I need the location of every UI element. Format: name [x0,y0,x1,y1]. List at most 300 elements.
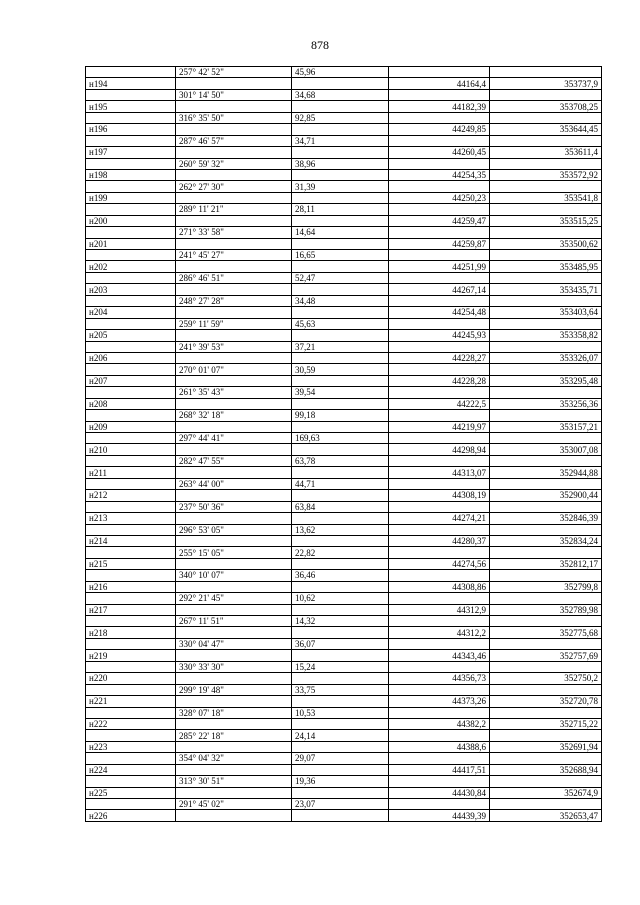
angle-cell: 301° 14' 50" [176,89,292,100]
x-coordinate-cell [389,501,490,512]
point-cell [86,593,176,604]
y-coordinate-cell [490,67,602,78]
angle-cell: 292° 21' 45" [176,593,292,604]
distance-cell [292,718,389,729]
y-coordinate-cell [490,638,602,649]
point-cell: н200 [86,215,176,226]
table-row [86,638,602,649]
angle-cell [176,513,292,524]
table-row [86,753,602,764]
y-coordinate-cell: 353611,4 [490,147,602,158]
distance-cell [292,124,389,135]
distance-cell [292,375,389,386]
angle-cell [176,627,292,638]
distance-cell: 16,65 [292,250,389,261]
y-coordinate-cell: 353326,07 [490,352,602,363]
angle-cell: 268° 32' 18" [176,410,292,421]
angle-cell [176,421,292,432]
angle-cell [176,581,292,592]
table-row [86,627,602,638]
x-coordinate-cell: 44312,2 [389,627,490,638]
y-coordinate-cell [490,410,602,421]
point-cell: н209 [86,421,176,432]
point-cell [86,730,176,741]
table-row [86,352,602,363]
table-row [86,101,602,112]
y-coordinate-cell [490,364,602,375]
point-cell: н219 [86,650,176,661]
x-coordinate-cell [389,67,490,78]
angle-cell [176,467,292,478]
table-row [86,707,602,718]
point-cell: н208 [86,398,176,409]
distance-cell [292,673,389,684]
x-coordinate-cell: 44373,26 [389,696,490,707]
x-coordinate-cell: 44313,07 [389,467,490,478]
x-coordinate-cell [389,524,490,535]
point-cell [86,250,176,261]
y-coordinate-cell [490,433,602,444]
table-row [86,421,602,432]
table-row [86,616,602,627]
y-coordinate-cell: 352757,69 [490,650,602,661]
coordinates-table-body [86,67,602,822]
x-coordinate-cell: 44388,6 [389,741,490,752]
x-coordinate-cell [389,684,490,695]
table-row [86,764,602,775]
point-cell [86,707,176,718]
angle-cell [176,604,292,615]
distance-cell [292,535,389,546]
coordinates-table [85,66,602,822]
y-coordinate-cell: 353572,92 [490,169,602,180]
point-cell: н224 [86,764,176,775]
point-cell [86,67,176,78]
distance-cell: 31,39 [292,181,389,192]
point-cell: н201 [86,238,176,249]
distance-cell [292,581,389,592]
table-row [86,284,602,295]
table-row [86,330,602,341]
point-cell [86,318,176,329]
angle-cell [176,78,292,89]
table-row [86,318,602,329]
table-row [86,307,602,318]
point-cell [86,135,176,146]
distance-cell [292,696,389,707]
distance-cell [292,787,389,798]
distance-cell: 38,96 [292,158,389,169]
y-coordinate-cell: 353435,71 [490,284,602,295]
table-row [86,444,602,455]
x-coordinate-cell: 44274,56 [389,558,490,569]
table-row [86,410,602,421]
table-row [86,718,602,729]
angle-cell [176,238,292,249]
distance-cell: 13,62 [292,524,389,535]
x-coordinate-cell: 44430,84 [389,787,490,798]
distance-cell [292,78,389,89]
table-row [86,547,602,558]
table-row [86,570,602,581]
angle-cell: 260° 59' 32" [176,158,292,169]
x-coordinate-cell: 44274,21 [389,513,490,524]
distance-cell: 37,21 [292,341,389,352]
y-coordinate-cell: 352691,94 [490,741,602,752]
distance-cell: 36,46 [292,570,389,581]
table-row [86,661,602,672]
x-coordinate-cell [389,112,490,123]
x-coordinate-cell: 44382,2 [389,718,490,729]
point-cell: н221 [86,696,176,707]
table-row [86,147,602,158]
distance-cell [292,215,389,226]
table-row [86,776,602,787]
x-coordinate-cell [389,250,490,261]
point-cell: н217 [86,604,176,615]
y-coordinate-cell [490,776,602,787]
table-row [86,364,602,375]
x-coordinate-cell: 44250,23 [389,192,490,203]
distance-cell [292,627,389,638]
x-coordinate-cell [389,433,490,444]
table-row [86,650,602,661]
y-coordinate-cell [490,661,602,672]
distance-cell: 63,78 [292,455,389,466]
x-coordinate-cell [389,707,490,718]
angle-cell: 316° 35' 50" [176,112,292,123]
angle-cell [176,718,292,729]
angle-cell: 257° 42' 52" [176,67,292,78]
angle-cell [176,810,292,821]
point-cell: н205 [86,330,176,341]
table-row [86,455,602,466]
angle-cell: 354° 04' 32" [176,753,292,764]
table-row [86,341,602,352]
page-number: 878 [311,38,329,52]
angle-cell [176,398,292,409]
distance-cell [292,421,389,432]
distance-cell [292,741,389,752]
distance-cell: 19,36 [292,776,389,787]
y-coordinate-cell [490,89,602,100]
distance-cell: 34,48 [292,295,389,306]
x-coordinate-cell: 44417,51 [389,764,490,775]
x-coordinate-cell [389,776,490,787]
y-coordinate-cell: 353295,48 [490,375,602,386]
angle-cell: 270° 01' 07" [176,364,292,375]
table-row [86,490,602,501]
point-cell [86,89,176,100]
distance-cell: 44,71 [292,478,389,489]
table-row [86,513,602,524]
x-coordinate-cell [389,753,490,764]
angle-cell [176,124,292,135]
distance-cell: 14,32 [292,616,389,627]
angle-cell [176,261,292,272]
table-row [86,78,602,89]
distance-cell: 63,84 [292,501,389,512]
table-row [86,524,602,535]
x-coordinate-cell: 44308,19 [389,490,490,501]
point-cell: н197 [86,147,176,158]
point-cell [86,387,176,398]
angle-cell [176,787,292,798]
point-cell [86,341,176,352]
x-coordinate-cell [389,181,490,192]
table-row [86,593,602,604]
x-coordinate-cell: 44249,85 [389,124,490,135]
x-coordinate-cell [389,730,490,741]
table-row [86,604,602,615]
table-row [86,124,602,135]
angle-cell: 296° 53' 05" [176,524,292,535]
y-coordinate-cell [490,250,602,261]
distance-cell [292,101,389,112]
y-coordinate-cell: 352750,2 [490,673,602,684]
angle-cell: 282° 47' 55" [176,455,292,466]
x-coordinate-cell: 44308,86 [389,581,490,592]
angle-cell: 261° 35' 43" [176,387,292,398]
angle-cell: 262° 27' 30" [176,181,292,192]
point-cell [86,524,176,535]
table-row [86,558,602,569]
distance-cell [292,352,389,363]
point-cell: н194 [86,78,176,89]
y-coordinate-cell [490,341,602,352]
y-coordinate-cell: 353737,9 [490,78,602,89]
angle-cell: 340° 10' 07" [176,570,292,581]
table-row [86,192,602,203]
y-coordinate-cell [490,204,602,215]
point-cell [86,616,176,627]
point-cell: н211 [86,467,176,478]
y-coordinate-cell: 352789,98 [490,604,602,615]
point-cell [86,799,176,810]
x-coordinate-cell [389,570,490,581]
point-cell: н215 [86,558,176,569]
distance-cell: 45,96 [292,67,389,78]
x-coordinate-cell: 44228,27 [389,352,490,363]
angle-cell [176,673,292,684]
angle-cell [176,375,292,386]
angle-cell [176,741,292,752]
distance-cell: 169,63 [292,433,389,444]
table-row [86,467,602,478]
angle-cell: 263° 44' 00" [176,478,292,489]
angle-cell [176,558,292,569]
x-coordinate-cell: 44259,87 [389,238,490,249]
point-cell: н199 [86,192,176,203]
angle-cell: 313° 30' 51" [176,776,292,787]
table-row [86,272,602,283]
y-coordinate-cell [490,707,602,718]
y-coordinate-cell: 353541,8 [490,192,602,203]
x-coordinate-cell [389,799,490,810]
distance-cell: 28,11 [292,204,389,215]
point-cell [86,433,176,444]
y-coordinate-cell [490,181,602,192]
x-coordinate-cell: 44228,28 [389,375,490,386]
angle-cell: 285° 22' 18" [176,730,292,741]
distance-cell [292,604,389,615]
angle-cell: 241° 39' 53" [176,341,292,352]
angle-cell [176,330,292,341]
table-row [86,696,602,707]
table-row [86,295,602,306]
x-coordinate-cell [389,638,490,649]
point-cell [86,570,176,581]
distance-cell: 23,07 [292,799,389,810]
y-coordinate-cell [490,295,602,306]
x-coordinate-cell [389,318,490,329]
y-coordinate-cell: 353256,36 [490,398,602,409]
y-coordinate-cell [490,799,602,810]
x-coordinate-cell [389,661,490,672]
table-row [86,227,602,238]
distance-cell: 45,63 [292,318,389,329]
y-coordinate-cell [490,272,602,283]
point-cell: н220 [86,673,176,684]
y-coordinate-cell: 352834,24 [490,535,602,546]
angle-cell [176,215,292,226]
angle-cell: 241° 45' 27" [176,250,292,261]
x-coordinate-cell [389,158,490,169]
y-coordinate-cell [490,227,602,238]
y-coordinate-cell: 352812,17 [490,558,602,569]
x-coordinate-cell [389,272,490,283]
angle-cell [176,535,292,546]
x-coordinate-cell: 44312,9 [389,604,490,615]
table-row [86,581,602,592]
point-cell [86,455,176,466]
point-cell: н195 [86,101,176,112]
point-cell: н218 [86,627,176,638]
point-cell [86,158,176,169]
distance-cell [292,810,389,821]
point-cell [86,661,176,672]
point-cell: н210 [86,444,176,455]
x-coordinate-cell: 44164,4 [389,78,490,89]
x-coordinate-cell [389,547,490,558]
y-coordinate-cell: 352799,8 [490,581,602,592]
table-row [86,181,602,192]
y-coordinate-cell: 352775,68 [490,627,602,638]
angle-cell [176,444,292,455]
angle-cell: 299° 19' 48" [176,684,292,695]
x-coordinate-cell [389,204,490,215]
table-row [86,215,602,226]
x-coordinate-cell [389,89,490,100]
table-row [86,535,602,546]
angle-cell: 271° 33' 58" [176,227,292,238]
angle-cell: 286° 46' 51" [176,272,292,283]
y-coordinate-cell: 353485,95 [490,261,602,272]
point-cell [86,410,176,421]
angle-cell: 297° 44' 41" [176,433,292,444]
point-cell [86,272,176,283]
angle-cell [176,192,292,203]
angle-cell: 259° 11' 59" [176,318,292,329]
table-row [86,799,602,810]
x-coordinate-cell [389,410,490,421]
point-cell [86,547,176,558]
angle-cell: 291° 45' 02" [176,799,292,810]
x-coordinate-cell: 44439,39 [389,810,490,821]
point-cell: н206 [86,352,176,363]
table-row [86,501,602,512]
point-cell [86,776,176,787]
point-cell: н213 [86,513,176,524]
x-coordinate-cell: 44356,73 [389,673,490,684]
y-coordinate-cell [490,387,602,398]
table-row [86,67,602,78]
point-cell [86,478,176,489]
distance-cell [292,558,389,569]
point-cell: н212 [86,490,176,501]
table-row [86,478,602,489]
distance-cell: 33,75 [292,684,389,695]
distance-cell: 30,59 [292,364,389,375]
distance-cell [292,650,389,661]
distance-cell [292,490,389,501]
point-cell [86,364,176,375]
y-coordinate-cell: 352846,39 [490,513,602,524]
table-row [86,730,602,741]
distance-cell: 24,14 [292,730,389,741]
point-cell [86,204,176,215]
table-row [86,684,602,695]
y-coordinate-cell [490,501,602,512]
table-row [86,673,602,684]
table-row [86,135,602,146]
distance-cell: 14,64 [292,227,389,238]
point-cell: н222 [86,718,176,729]
x-coordinate-cell [389,227,490,238]
distance-cell: 34,68 [292,89,389,100]
x-coordinate-cell: 44267,14 [389,284,490,295]
y-coordinate-cell [490,547,602,558]
x-coordinate-cell: 44182,39 [389,101,490,112]
distance-cell [292,147,389,158]
y-coordinate-cell: 353515,25 [490,215,602,226]
y-coordinate-cell: 352688,94 [490,764,602,775]
point-cell: н214 [86,535,176,546]
x-coordinate-cell: 44251,99 [389,261,490,272]
x-coordinate-cell: 44219,97 [389,421,490,432]
y-coordinate-cell: 353157,21 [490,421,602,432]
y-coordinate-cell [490,570,602,581]
distance-cell: 10,53 [292,707,389,718]
y-coordinate-cell [490,478,602,489]
angle-cell: 248° 27' 28" [176,295,292,306]
distance-cell [292,192,389,203]
point-cell [86,501,176,512]
y-coordinate-cell: 353708,25 [490,101,602,112]
x-coordinate-cell [389,455,490,466]
x-coordinate-cell: 44254,35 [389,169,490,180]
table-row [86,204,602,215]
x-coordinate-cell: 44260,45 [389,147,490,158]
x-coordinate-cell: 44298,94 [389,444,490,455]
distance-cell [292,238,389,249]
point-cell [86,227,176,238]
distance-cell [292,261,389,272]
angle-cell [176,764,292,775]
x-coordinate-cell: 44245,93 [389,330,490,341]
y-coordinate-cell: 353403,64 [490,307,602,318]
table-row [86,398,602,409]
